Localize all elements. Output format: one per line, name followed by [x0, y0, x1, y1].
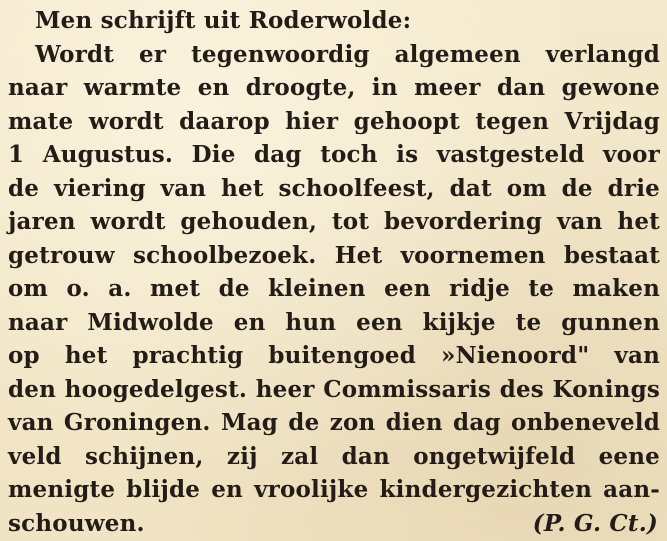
article-line: om o. a. met de kleinen een ridje te maken [8, 275, 660, 302]
article-line: op het prachtig buitengoed »Nienoord" van [8, 342, 660, 369]
article-heading: Men schrijft uit Roderwolde: [35, 7, 412, 34]
article-line: menigte blijde en vroolijke kindergezichten aan- [8, 476, 660, 503]
article-line: den hoogedelgest. heer Commissaris des Konings [8, 375, 660, 403]
article-line: getrouw schoolbezoek. Het voornemen bestaat [8, 241, 660, 269]
article-line: van Groningen. Mag de zon dien dag onbeneveld [8, 409, 660, 436]
article-line: jaren wordt gehouden, tot bevordering van het [8, 208, 660, 235]
article-line: naar Midwolde en hun een kijkje te gunnen [8, 308, 660, 336]
article-line: de viering van het schoolfeest, dat om de drie [8, 174, 660, 202]
article-text [8, 4, 660, 540]
article-line: veld schijnen, zij zal dan ongetwijfeld eene [8, 442, 660, 470]
source-signature: (P. G. Ct.) [532, 509, 658, 537]
article-line: Wordt er tegenwoordig algemeen verlangd [35, 40, 660, 68]
article-closing-line [8, 507, 660, 541]
article-line: naar warmte en droogte, in meer dan gewone [8, 74, 660, 101]
article-line: 1 Augustus. Die dag toch is vastgesteld voor [8, 141, 660, 168]
article-line: mate wordt daarop hier gehoopt tegen Vrijdag [8, 107, 660, 135]
article-last-words: schouwen. [8, 509, 145, 537]
